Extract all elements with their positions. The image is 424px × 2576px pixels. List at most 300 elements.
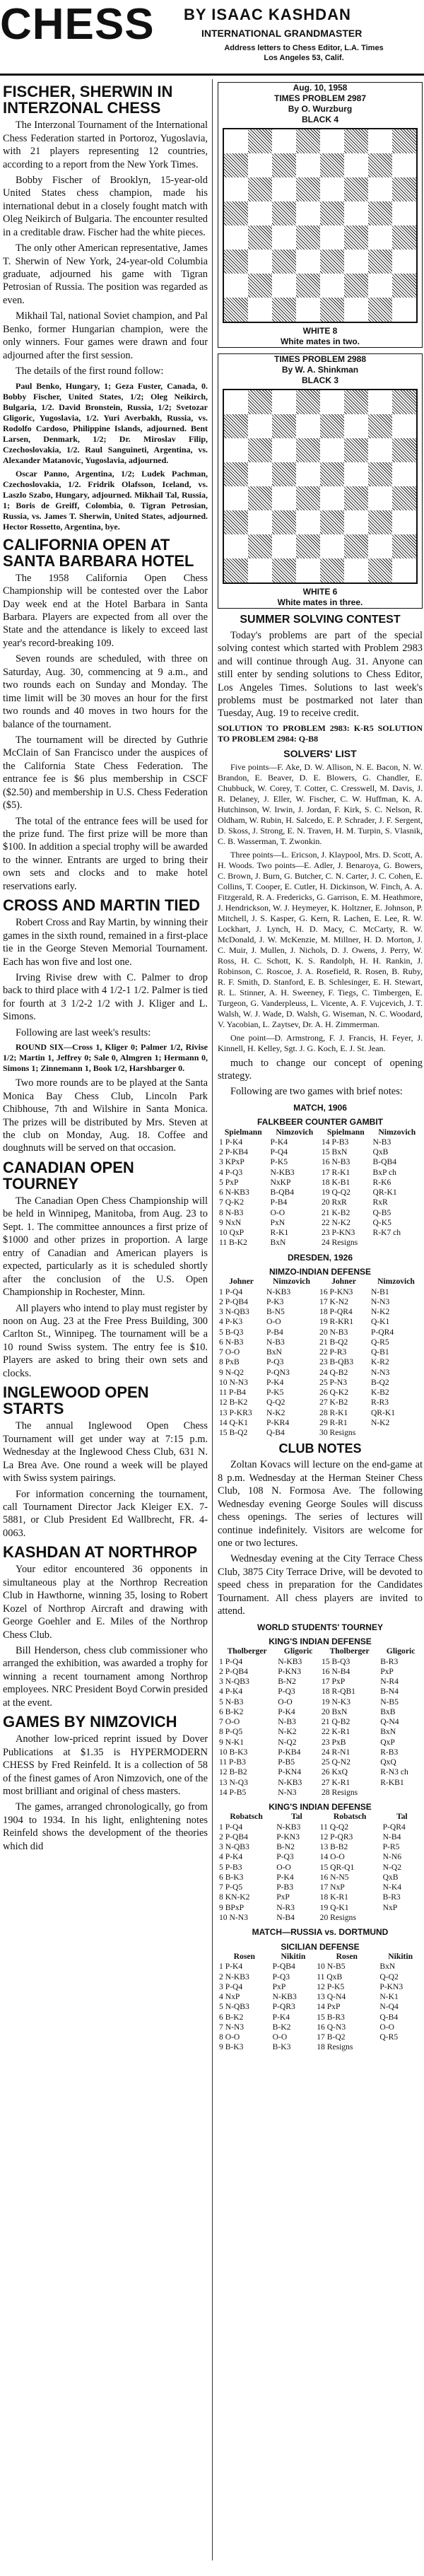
move-cell: 2 P-QB4 bbox=[219, 1296, 248, 1306]
board-square bbox=[320, 390, 344, 414]
move-cell: 11 B-K2 bbox=[219, 1238, 247, 1248]
board-square bbox=[272, 510, 296, 534]
game-score bbox=[218, 1812, 423, 1923]
board-square bbox=[224, 129, 248, 153]
move-cell: R-N3 ch bbox=[380, 1767, 408, 1777]
move-cell: N-Q2 bbox=[278, 1737, 297, 1747]
move-cell bbox=[370, 1428, 423, 1438]
board-square bbox=[368, 534, 392, 558]
move-cell: 27 K-R1 bbox=[321, 1777, 351, 1787]
move-cell: O-O bbox=[266, 1317, 281, 1327]
paragraph: Bobby Fischer of Brooklyn, 15-year-old United States chess champion, made his international debut in a closely fought match with Oleg Neikirch of Bulgaria. The encounter resulted in a creditable draw. Fischer had the white pieces. bbox=[3, 174, 208, 238]
black-player: Nikitin bbox=[281, 1952, 306, 1962]
move-cell: 23 PxB bbox=[321, 1737, 346, 1747]
move-row bbox=[218, 1892, 423, 1902]
move-cell: 29 R-R1 bbox=[319, 1417, 348, 1427]
address bbox=[184, 44, 424, 64]
move-cell: 3 N-QB3 bbox=[219, 1677, 249, 1687]
board-square bbox=[392, 414, 416, 438]
move-row bbox=[218, 1168, 423, 1178]
board-square bbox=[272, 462, 296, 486]
board-square bbox=[344, 250, 368, 274]
white-player: Robatsch bbox=[230, 1812, 263, 1822]
move-row bbox=[218, 1388, 423, 1398]
move-cell: 6 N-B3 bbox=[219, 1337, 244, 1347]
paragraph: The details of the first round follow: bbox=[16, 365, 164, 377]
move-cell: N-B3 bbox=[278, 1717, 296, 1727]
board-square bbox=[272, 226, 296, 250]
move-cell: N-B4 bbox=[276, 1912, 295, 1922]
headline-inglewood: INGLEWOOD OPEN STARTS bbox=[3, 1383, 149, 1418]
black-player: Nimzovich bbox=[273, 1277, 310, 1287]
move-cell: P-B4 bbox=[266, 1327, 283, 1337]
headline-nimzovich: GAMES BY NIMZOVICH bbox=[3, 1713, 177, 1731]
white-player: Robatsch bbox=[333, 1812, 367, 1822]
move-cell: 9 B-K3 bbox=[219, 2042, 244, 2052]
move-cell: 2 N-KB3 bbox=[219, 1972, 249, 1981]
address-line-1: Address letters to Chess Editor, L.A. Times bbox=[224, 44, 384, 52]
move-row bbox=[218, 1767, 423, 1777]
move-cell: 20 BxN bbox=[321, 1706, 348, 1716]
move-cell: R-KB1 bbox=[380, 1777, 404, 1787]
move-row bbox=[218, 1852, 423, 1862]
move-row bbox=[218, 1738, 423, 1747]
board-square bbox=[368, 438, 392, 462]
move-cell: P-K4 bbox=[278, 1706, 295, 1716]
board-square bbox=[368, 390, 392, 414]
move-cell: 17 K-N2 bbox=[319, 1296, 348, 1306]
move-cell: 14 Q-K1 bbox=[219, 1417, 248, 1427]
problem-black-count: BLACK 4 bbox=[301, 115, 338, 124]
board-square bbox=[272, 298, 296, 322]
move-cell: 5 N-B3 bbox=[219, 1697, 244, 1706]
move-cell: N-R4 bbox=[380, 1677, 399, 1687]
board-square bbox=[224, 177, 248, 201]
problem-white-count: WHITE 6 bbox=[302, 587, 338, 597]
move-cell: 4 P-K3 bbox=[219, 1317, 243, 1327]
move-cell: BxN bbox=[379, 1962, 396, 1972]
move-cell: P-R5 bbox=[382, 1842, 400, 1852]
board-square bbox=[392, 438, 416, 462]
move-cell: B-N2 bbox=[276, 1842, 295, 1852]
move-cell: 4 P-K4 bbox=[219, 1687, 243, 1697]
move-cell: 23 P-KN3 bbox=[321, 1228, 355, 1238]
paragraph: The Canadian Open Chess Championship will be held in Winnipeg, Manitoba, from Aug. 23 to Sept. 1. The committee announces a first prize of $1000 and other prizes in proportion. A large entry of Canadian and American players is expected, particularly as it is scheduled shortly after the conclusion of the U.S. Open Championship in Rochester, Minn. bbox=[3, 1195, 208, 1299]
move-cell: BxN bbox=[266, 1347, 282, 1357]
move-cell: 24 Resigns bbox=[321, 1238, 358, 1248]
board-square bbox=[248, 153, 272, 177]
move-row bbox=[218, 2002, 423, 2012]
move-row bbox=[218, 1297, 423, 1307]
move-cell: 14 PxP bbox=[317, 2002, 341, 2012]
move-row bbox=[218, 2013, 423, 2022]
move-row bbox=[218, 1697, 423, 1707]
board-square bbox=[392, 226, 416, 250]
black-player: Gligoric bbox=[283, 1646, 313, 1656]
paragraph: Wednesday evening at the City Terrace Chess Club, 3875 City Terrace Drive, will be devoted to speed chess in preparation for the Candidates Tournament. All chess players are invited to attend. bbox=[218, 1553, 423, 1617]
move-row bbox=[218, 1842, 423, 1852]
move-cell: R-R3 bbox=[370, 1398, 389, 1407]
board-square bbox=[224, 558, 248, 582]
move-cell: P-K5 bbox=[266, 1388, 284, 1398]
move-cell bbox=[379, 1788, 423, 1798]
board-square bbox=[320, 129, 344, 153]
move-row bbox=[218, 1913, 423, 1923]
move-cell: QxQ bbox=[380, 1757, 396, 1767]
move-cell: 25 Q-N2 bbox=[321, 1757, 351, 1767]
paragraph: The tournament will be directed by Guthrie McClain of San Francisco under the auspices of the California State Chess Federation. The entrance fee is $6 plus membership in CSCF ($2.50) and membership in U.S. Chess Federation ($5). bbox=[3, 734, 208, 812]
board-square bbox=[272, 153, 296, 177]
move-cell: P-QB4 bbox=[272, 1962, 295, 1972]
move-row bbox=[218, 1687, 423, 1697]
move-cell: N-K4 bbox=[382, 1883, 402, 1892]
match-title: MATCH—RUSSIA vs. DORTMUND bbox=[252, 1927, 389, 1938]
move-cell: 2 P-QB4 bbox=[219, 1832, 248, 1842]
board-square bbox=[320, 250, 344, 274]
board-square bbox=[248, 226, 272, 250]
board-square bbox=[296, 298, 320, 322]
move-row bbox=[218, 1147, 423, 1157]
chess-board bbox=[223, 389, 418, 584]
move-cell: N-K1 bbox=[379, 1992, 399, 2002]
move-row bbox=[218, 2022, 423, 2032]
moves bbox=[218, 1137, 423, 1248]
move-cell: 13 B-B2 bbox=[319, 1842, 348, 1852]
board-square bbox=[296, 438, 320, 462]
move-cell: 11 P-B3 bbox=[219, 1757, 246, 1767]
move-cell: P-K4 bbox=[270, 1137, 288, 1147]
move-cell: 10 B-K3 bbox=[219, 1747, 248, 1757]
column-divider bbox=[212, 79, 213, 2560]
board-square bbox=[344, 226, 368, 250]
move-cell: PxP bbox=[272, 1981, 286, 1991]
move-cell: 7 O-O bbox=[219, 1717, 240, 1727]
move-cell: 17 PxP bbox=[321, 1677, 346, 1687]
problem-2987 bbox=[218, 82, 423, 348]
board-square bbox=[320, 177, 344, 201]
board-square bbox=[224, 414, 248, 438]
move-cell: B-Q2 bbox=[370, 1377, 389, 1387]
board-square bbox=[344, 534, 368, 558]
move-cell: 3 N-QB3 bbox=[219, 1307, 249, 1317]
problem-label: TIMES PROBLEM 2988 bbox=[273, 354, 367, 364]
results-paragraph: Oscar Panno, Argentina, 1/2; Ludek Pachman, Czechoslovakia, 1/2. Fridrik Olafsson, Iceland, vs. Laszlo Szabo, Hungary, adjourned. Mikhail Tal, Russia, 1; Boris de Greiff, Colombia, 0. Tigran Petrosian, Russia, vs. James T. Sherwin, United States, adjourned. Hector Rossetto, Argentina, bye. bbox=[3, 468, 208, 532]
board-square bbox=[344, 486, 368, 510]
move-cell: 16 N-B4 bbox=[321, 1666, 351, 1676]
chess-board bbox=[223, 128, 418, 323]
move-cell: NxKP bbox=[270, 1177, 291, 1187]
move-cell: 15 QR-Q1 bbox=[319, 1862, 355, 1872]
board-square bbox=[296, 153, 320, 177]
board-square bbox=[224, 226, 248, 250]
move-row bbox=[218, 1428, 423, 1438]
match-title: MATCH, 1906 bbox=[293, 1102, 347, 1113]
move-cell: 22 N-K2 bbox=[321, 1217, 351, 1227]
headline-canadian-open: CANADIAN OPEN TOURNEY bbox=[3, 1158, 134, 1193]
board-square bbox=[248, 274, 272, 298]
solvers-list: Three points—L. Ericson, J. Klaypool, Mrs. D. Scott, A. H. Woods. Two points—E. Adler, J. Benaroya, G. Bowers, C. Brown, J. Burn, G. Butcher, C. N. Carter, J. C. Cohen, E. Collins, T. Cooper, E. Cutler, H. Dickinson, W. Finch, A. A. Fitzgerald, R. A. Fredericks, G. Garrison, E. M. Heathmore, J. Hendrickson, W. J. Heymeyer, K. Holtzner, E. Johnson, P. Mitchell, J. S. Kasper, G. Kern, R. Lachen, E. Lee, R. W. Lockhart, J. Lynch, H. D. Macy, C. McCarty, R. W. McDonald, J. W. McKenzie, M. Millner, H. D. Morton, J. C. Muir, J. Mullen, J. Nichols, D. J. Owens, J. Perry, W. Ross, H. C. Schott, K. S. Randolph, H. H. Rankin, J. Robinson, C. Roscoe, J. A. Rosefield, R. Rosen, B. Ruby, R. F. Smith, D. Stanford, E. B. Schlesinger, E. H. Stewart, R. L. Stinner, A. H. Sweeney, F. Tiegs, C. Timbergen, E. Turgeon, G. Vanderpleuss, L. Vicente, A. F. Vujcevich, J. T. Walsh, W. J. Wade, D. Walsh, G. Wiseman, N. C. Woodard, V. Yacobian, L. Zaytsev, Dr. A. H. Zimmerman. bbox=[218, 849, 423, 1029]
move-cell: O-O bbox=[270, 1207, 285, 1217]
move-cell: 10 N-N3 bbox=[219, 1912, 248, 1922]
move-row bbox=[218, 1778, 423, 1788]
board-square bbox=[272, 390, 296, 414]
move-cell: N-K2 bbox=[370, 1307, 390, 1317]
move-cell: 12 P-QR3 bbox=[319, 1832, 353, 1842]
move-cell: P-KN3 bbox=[379, 1981, 404, 1991]
board-square bbox=[392, 510, 416, 534]
board-square bbox=[224, 390, 248, 414]
board-square bbox=[272, 558, 296, 582]
move-cell: 8 N-B3 bbox=[219, 1207, 244, 1217]
move-cell: 7 N-N3 bbox=[219, 2022, 245, 2032]
board-square bbox=[296, 534, 320, 558]
board-square bbox=[368, 153, 392, 177]
board-square bbox=[344, 438, 368, 462]
move-cell: N-KB3 bbox=[270, 1167, 295, 1177]
move-cell: P-K4 bbox=[266, 1377, 284, 1387]
match-title: DRESDEN, 1926 bbox=[287, 1252, 353, 1263]
board-square bbox=[224, 298, 248, 322]
move-cell: P-KN3 bbox=[276, 1832, 300, 1842]
board-square bbox=[320, 274, 344, 298]
board-square bbox=[248, 534, 272, 558]
paragraph: Today's problems are part of the special solving contest which started with Problem 2983 and will continue through Aug. 31. Anyone can still enter by sending solutions to Chess Editor, Los Angeles Times. Solutions to last week's problems must be postmarked not later than Tuesday, Aug. 19 to receive credit. bbox=[218, 629, 423, 720]
move-cell: N-N3 bbox=[370, 1296, 390, 1306]
move-row bbox=[218, 1992, 423, 2002]
board-square bbox=[272, 201, 296, 226]
move-cell: P-K4 bbox=[272, 2012, 290, 2022]
move-cell: N-B4 bbox=[382, 1832, 401, 1842]
move-cell: Q-K1 bbox=[370, 1317, 390, 1327]
move-cell: NxP bbox=[382, 1902, 398, 1912]
board-square bbox=[320, 226, 344, 250]
move-cell: 10 N-N3 bbox=[219, 1377, 248, 1387]
move-cell: R-K1 bbox=[270, 1228, 289, 1238]
move-cell: 13 Q-N4 bbox=[317, 1992, 346, 2002]
move-cell: N-K2 bbox=[278, 1727, 297, 1737]
move-row bbox=[218, 1198, 423, 1207]
move-cell: 23 B-QB3 bbox=[319, 1357, 354, 1367]
move-cell: N-K2 bbox=[266, 1407, 285, 1417]
move-cell: P-K5 bbox=[270, 1157, 288, 1167]
move-cell: 4 P-Q3 bbox=[219, 1167, 243, 1177]
opening-name: SICILIAN DEFENSE bbox=[281, 1941, 360, 1952]
address-line-2: Los Angeles 53, Calif. bbox=[264, 53, 344, 62]
headline-interzonal: FISCHER, SHERWIN IN INTERZONAL CHESS bbox=[3, 83, 173, 117]
move-row bbox=[218, 2032, 423, 2042]
headline-cross-martin: CROSS AND MARTIN TIED bbox=[3, 896, 201, 915]
board-square bbox=[392, 486, 416, 510]
board-square bbox=[296, 177, 320, 201]
move-cell: BxB bbox=[380, 1706, 396, 1716]
move-row bbox=[218, 1238, 423, 1248]
move-cell: 12 P-K5 bbox=[317, 1981, 345, 1991]
move-cell: N-R3 bbox=[276, 1902, 295, 1912]
board-square bbox=[248, 438, 272, 462]
move-cell: 14 O-O bbox=[319, 1852, 345, 1862]
problem-stipulation: White mates in three. bbox=[277, 597, 363, 607]
board-square bbox=[368, 201, 392, 226]
move-row bbox=[218, 1188, 423, 1198]
board-square bbox=[320, 462, 344, 486]
move-cell: 5 P-B3 bbox=[219, 1862, 242, 1872]
move-cell: B-QB4 bbox=[372, 1157, 396, 1167]
board-square bbox=[248, 462, 272, 486]
move-cell: 12 B-K2 bbox=[219, 1398, 248, 1407]
board-square bbox=[392, 250, 416, 274]
paragraph: Seven rounds are scheduled, with three on Saturday, Aug. 30, commencing at 9 a.m., and two rounds each on Sunday and Monday. The time limit will be 30 moves an hour for the first two rounds and 40 moves in two hours for the balance of the tournament. bbox=[3, 653, 208, 730]
board-square bbox=[392, 177, 416, 201]
move-cell: B-N4 bbox=[380, 1687, 399, 1697]
move-row bbox=[218, 1328, 423, 1337]
move-cell: 1 P-Q4 bbox=[219, 1287, 243, 1296]
move-cell: 8 KN-K2 bbox=[219, 1892, 250, 1902]
paragraph: Two more rounds are to be played at the Santa Monica Bay Chess Club, Lincoln Park Chibhouse, 7th and Wilshire in Santa Monica. The prizes will be distributed by Mrs. Steven at the club on Monday, Aug. 18. Coffee and doughnuts will be served on that occasion. bbox=[3, 1077, 208, 1154]
move-cell: Q-B5 bbox=[372, 1207, 391, 1217]
black-player: Gligoric bbox=[386, 1646, 416, 1656]
board-square bbox=[248, 177, 272, 201]
board-square bbox=[224, 486, 248, 510]
board-square bbox=[272, 486, 296, 510]
move-cell: B-R3 bbox=[382, 1892, 401, 1902]
board-square bbox=[224, 462, 248, 486]
move-cell: Q-R5 bbox=[370, 1337, 389, 1347]
black-player: Nimzovich bbox=[276, 1127, 314, 1137]
black-player: Nikitin bbox=[388, 1952, 413, 1962]
board-square bbox=[344, 510, 368, 534]
move-cell: 8 PxB bbox=[219, 1357, 240, 1367]
move-cell: 9 NxN bbox=[219, 1217, 242, 1227]
paragraph: For information concerning the tournament, call Tournament Director Jack Kleiger EX. 7-5881, or Club President Ed Wallbrecht, FR. 4-0063. bbox=[3, 1488, 208, 1539]
board-square bbox=[296, 462, 320, 486]
move-cell: 5 N-QB3 bbox=[219, 2002, 249, 2012]
problem-2988 bbox=[218, 353, 423, 609]
move-cell: N-KB3 bbox=[266, 1287, 291, 1296]
move-cell: 19 R-KR1 bbox=[319, 1317, 354, 1327]
black-player: Nimzovich bbox=[377, 1277, 415, 1287]
move-cell: 20 Resigns bbox=[319, 1912, 356, 1922]
board-square bbox=[368, 250, 392, 274]
club-notes-title: CLUB NOTES bbox=[278, 1441, 362, 1456]
board-square bbox=[320, 534, 344, 558]
game-score bbox=[218, 1128, 423, 1248]
move-row bbox=[218, 1788, 423, 1798]
board-square bbox=[368, 226, 392, 250]
move-cell: 30 Resigns bbox=[319, 1428, 356, 1438]
solvers-title: SOLVERS' LIST bbox=[283, 747, 357, 759]
move-cell: 16 N-N5 bbox=[319, 1872, 349, 1882]
move-cell: N-B3 bbox=[372, 1137, 391, 1147]
move-cell: 26 KxQ bbox=[321, 1767, 348, 1777]
move-cell: 18 R-QB1 bbox=[321, 1687, 355, 1697]
white-player: Rosen bbox=[233, 1952, 255, 1962]
move-cell: 22 P-R3 bbox=[319, 1347, 347, 1357]
move-cell: 8 O-O bbox=[219, 2032, 240, 2042]
board-square bbox=[272, 534, 296, 558]
move-cell: 4 NxP bbox=[219, 1992, 240, 2002]
board-square bbox=[296, 250, 320, 274]
move-cell: 7 P-Q5 bbox=[219, 1883, 243, 1892]
move-cell: N-B3 bbox=[266, 1337, 285, 1347]
paragraph: Irving Rivise drew with C. Palmer to drop back to third place with 4 1/2-1 1/2. Palmer is tied for fourth at 3 1/2-2 1/2 with J. Kliger and L. Simons. bbox=[3, 972, 208, 1023]
board-square bbox=[248, 414, 272, 438]
move-row bbox=[218, 1822, 423, 1832]
masthead-rule bbox=[0, 74, 424, 76]
move-cell: N-N3 bbox=[370, 1367, 390, 1377]
problem-author: By W. A. Shinkman bbox=[281, 365, 359, 375]
board-square bbox=[344, 558, 368, 582]
move-cell: 7 Q-K2 bbox=[219, 1198, 245, 1207]
move-row bbox=[218, 1137, 423, 1147]
left-column bbox=[3, 79, 208, 1856]
move-row bbox=[218, 1962, 423, 1972]
move-cell: BxP ch bbox=[372, 1167, 396, 1177]
move-cell: PxN bbox=[270, 1217, 285, 1227]
problem-date: Aug. 10, 1958 bbox=[293, 83, 348, 93]
move-row bbox=[218, 1378, 423, 1388]
move-cell: QR-K1 bbox=[370, 1407, 396, 1417]
board-square bbox=[344, 390, 368, 414]
move-cell: 19 N-K3 bbox=[321, 1697, 351, 1706]
board-square bbox=[320, 298, 344, 322]
black-player: Tal bbox=[396, 1812, 408, 1822]
move-cell: P-Q3 bbox=[278, 1687, 295, 1697]
move-cell: 18 K-R1 bbox=[319, 1892, 348, 1902]
move-cell: 9 N-Q2 bbox=[219, 1367, 245, 1377]
move-cell: 6 N-KB3 bbox=[219, 1188, 249, 1198]
move-cell: P-B5 bbox=[278, 1757, 295, 1767]
match-title: WORLD STUDENTS' TOURNEY bbox=[257, 1622, 383, 1632]
right-column bbox=[218, 79, 423, 2053]
move-cell: N-KB3 bbox=[272, 1992, 297, 2002]
board-square bbox=[272, 177, 296, 201]
board-square bbox=[392, 274, 416, 298]
board-square bbox=[320, 558, 344, 582]
move-row bbox=[218, 1863, 423, 1873]
move-cell: P-Q3 bbox=[266, 1357, 284, 1367]
move-cell: QR-K1 bbox=[372, 1188, 397, 1198]
move-cell: N-KB3 bbox=[276, 1822, 301, 1832]
move-cell: R-B3 bbox=[380, 1747, 399, 1757]
move-cell: 2 P-KB4 bbox=[219, 1147, 248, 1157]
move-cell: 13 P-KR3 bbox=[219, 1407, 252, 1417]
board-square bbox=[320, 414, 344, 438]
board-square bbox=[248, 390, 272, 414]
move-cell: 28 Resigns bbox=[321, 1787, 358, 1797]
move-row bbox=[218, 1982, 423, 1992]
move-cell: 27 K-B2 bbox=[319, 1398, 348, 1407]
game-score bbox=[218, 1952, 423, 2053]
move-row bbox=[218, 1757, 423, 1767]
solvers-list: One point—D. Armstrong, F. J. Francis, H. Feyer, J. Kinnell, H. Kelley, Sgt. J. G. Koch, E. J. St. Jean. bbox=[218, 1032, 423, 1053]
board-square bbox=[248, 201, 272, 226]
board-square bbox=[224, 153, 248, 177]
board-square bbox=[224, 274, 248, 298]
move-cell: B-N2 bbox=[278, 1677, 296, 1687]
move-cell: K-B2 bbox=[370, 1388, 389, 1398]
move-cell: Q-K5 bbox=[372, 1217, 391, 1227]
board-square bbox=[368, 414, 392, 438]
move-cell bbox=[382, 1913, 423, 1923]
move-row bbox=[218, 1832, 423, 1842]
paragraph: The total of the entrance fees will be used for the prize fund. The first prize will be more than $100. In addition a special trophy will be awarded to the winner. Entrants are urged to bring their own sets and clocks and to make hotel reservations early. bbox=[3, 815, 208, 892]
moves bbox=[218, 1822, 423, 1924]
move-cell: 10 N-B5 bbox=[317, 1962, 346, 1972]
board-square bbox=[368, 298, 392, 322]
move-cell: 1 P-Q4 bbox=[219, 1656, 243, 1666]
headline-northrop: KASHDAN AT NORTHROP bbox=[3, 1543, 197, 1562]
move-row bbox=[218, 1972, 423, 1982]
